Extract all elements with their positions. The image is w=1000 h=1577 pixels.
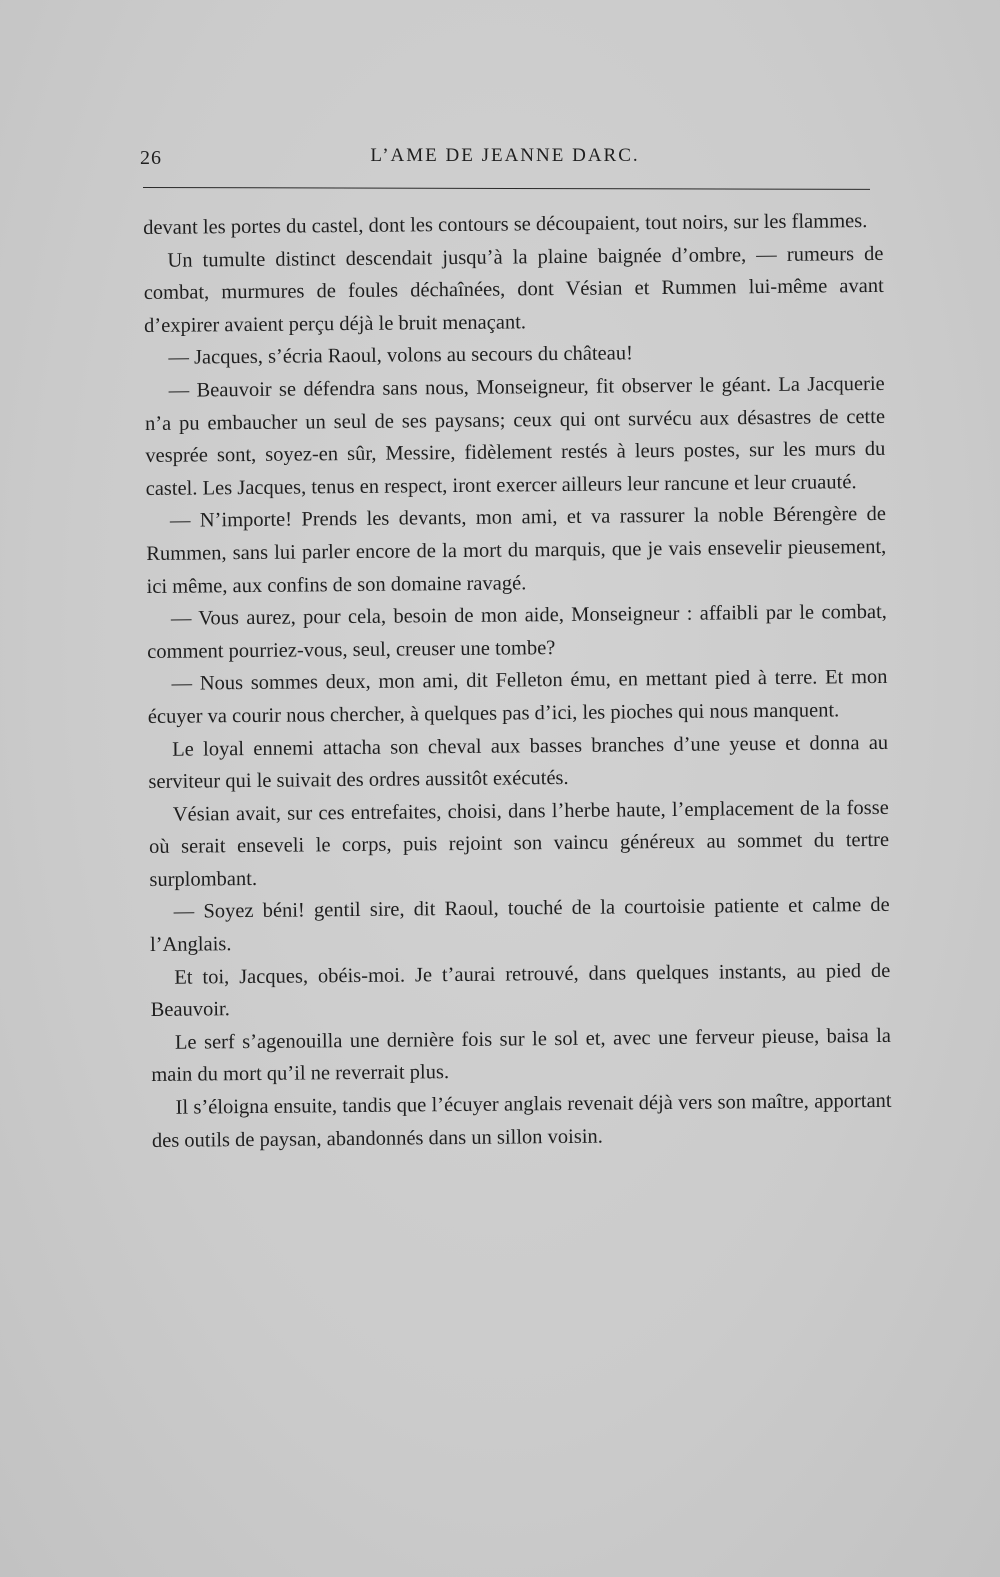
paragraph: — Vous aurez, pour cela, besoin de mon aide, Monseigneur : affaibli par le combat, comment pourriez-vous, seul, creuser une tombe? xyxy=(147,601,887,663)
header-rule xyxy=(143,187,870,190)
paragraph: — Nous sommes deux, mon ami, dit Felleton ému, en mettant pied à terre. Et mon écuyer va courir nous chercher, à quelques pas d’ici, les pioches qui nous manquent. xyxy=(147,666,888,728)
running-title: L’AME DE JEANNE DARC. xyxy=(370,145,640,166)
page-number: 26 xyxy=(140,147,162,169)
paragraph: — N’importe! Prends les devants, mon ami, et va rassurer la noble Bérengère de Rummen, sans lui parler encore de la mort du marquis, que je vais ensevelir pieusement, ici même, aux confins de son domaine ravagé. xyxy=(146,503,887,598)
page-header xyxy=(140,145,870,175)
paragraph: — Beauvoir se défendra sans nous, Monseigneur, fit observer le géant. La Jacquerie n’a pu embaucher un seul de ses paysans; ceux qui ont survécu aux désastres de cette vesprée sont, soyez-en sûr, Messire, fidèlement restés à leurs postes, sur les murs du castel. Les Jacques, tenus en respect, iront exercer ailleurs leur rancune et leur cruauté. xyxy=(144,372,886,500)
paragraph: Le serf s’agenouilla une dernière fois sur le sol et, avec une ferveur pieuse, baisa la main du mort qu’il ne reverrait plus. xyxy=(151,1024,892,1087)
paragraph: Le loyal ennemi attacha son cheval aux basses branches d’une yeuse et donna au serviteur qui le suivait des ordres aussitôt exécutés. xyxy=(148,731,889,794)
paragraph: — Jacques, s’écria Raoul, volons au secours du château! xyxy=(168,342,634,370)
paragraph: Et toi, Jacques, obéis-moi. Je t’aurai retrouvé, dans quelques instants, au pied de Beauvoir. xyxy=(150,959,891,1022)
paragraph: — Soyez béni! gentil sire, dit Raoul, touché de la courtoisie patiente et calme de l’Anglais. xyxy=(149,894,890,957)
paragraph: Il s’éloigna ensuite, tandis que l’écuyer anglais revenait déjà vers son maître, apportant des outils de paysan, abandonnés dans un sillon voisin. xyxy=(151,1089,892,1152)
paragraph: devant les portes du castel, dont les contours se découpaient, tout noirs, sur les flammes. xyxy=(143,210,868,239)
paragraph: Un tumulte distinct descendait jusqu’à la plaine baignée d’ombre, — rumeurs de combat, murmures de foules déchaînées, dont Vésian et Rummen lui-même avant d’expirer avaient perçu déjà le bruit menaçant. xyxy=(143,242,884,337)
paragraph: Vésian avait, sur ces entrefaites, choisi, dans l’herbe haute, l’emplacement de la fosse où serait enseveli le corps, puis rejoint son vaincu généreux au sommet du tertre surplombant. xyxy=(148,796,890,891)
body-text xyxy=(143,205,892,1157)
